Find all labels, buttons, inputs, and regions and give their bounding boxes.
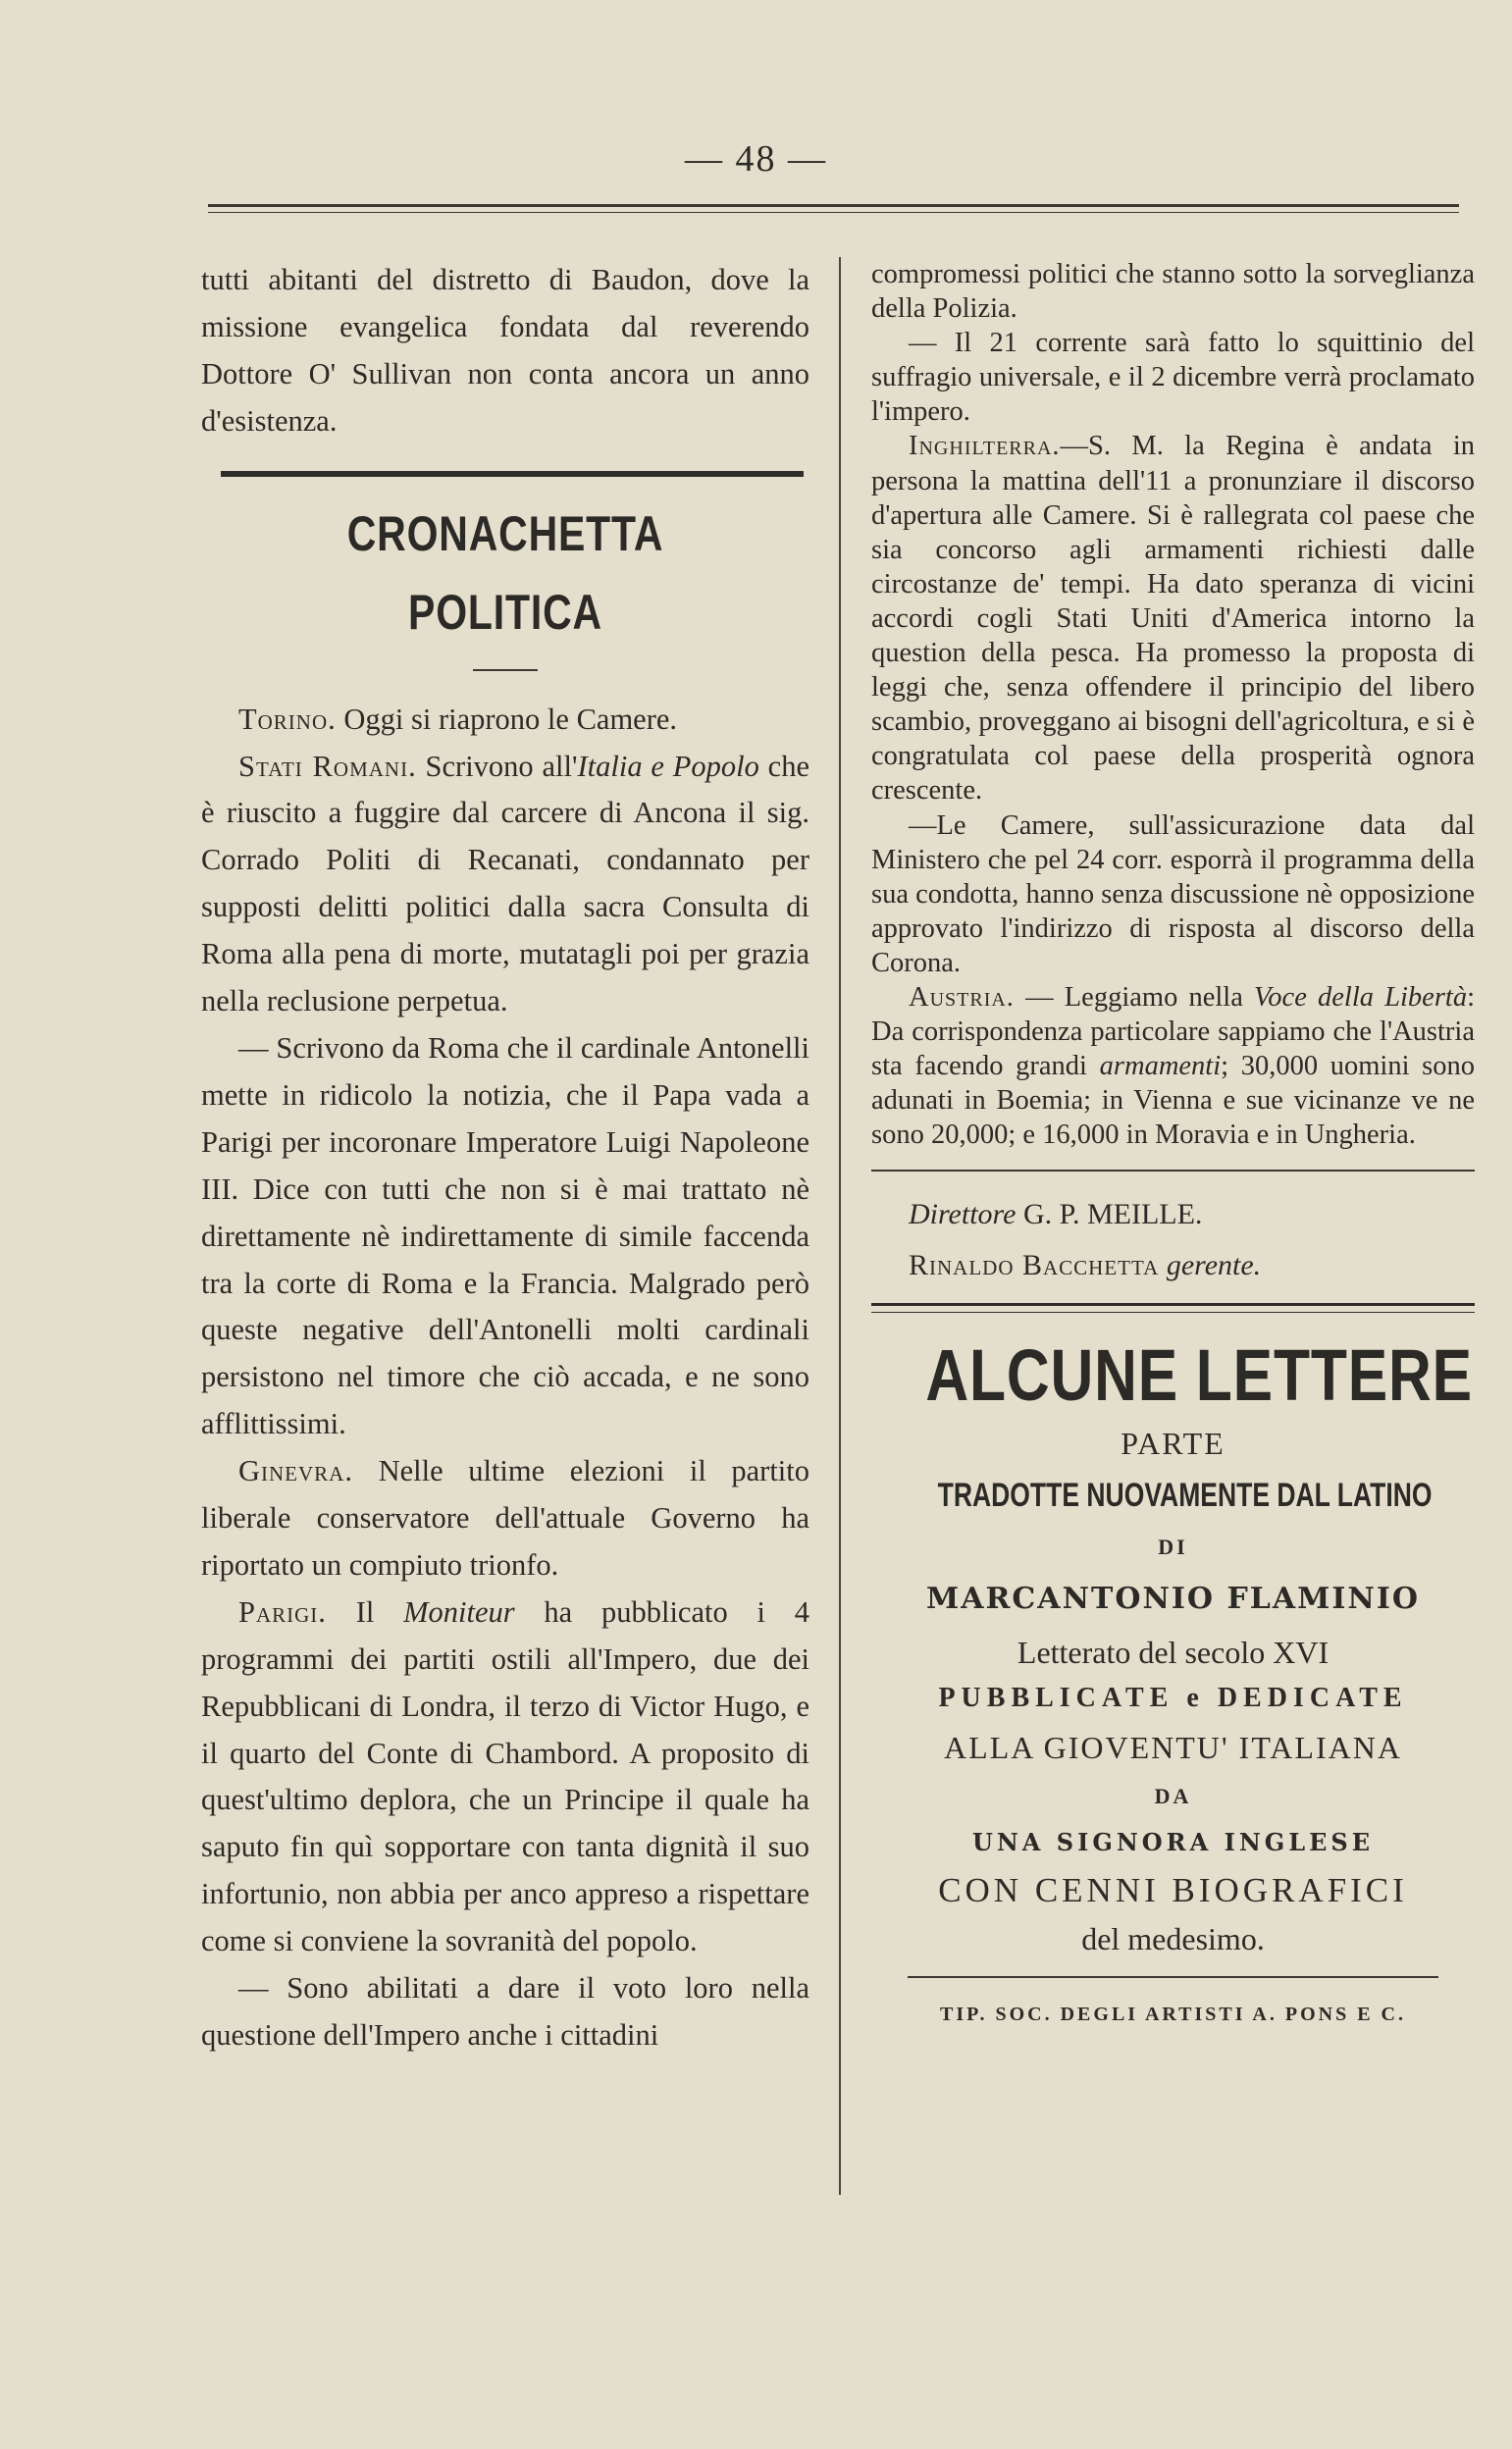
inghilterra-paragraph <box>871 429 1475 808</box>
moniteur: Moniteur <box>403 1594 515 1629</box>
austria-paragraph <box>871 980 1475 1152</box>
intro-paragraph: tutti abitanti del distretto di Baudon, dove la missione evangelica fondata dal reverendo Dottore O' Sullivan non conta ancora un anno d'esistenza. <box>201 263 809 438</box>
stati-romani-paragraph <box>201 744 809 1025</box>
ad-bottom-rule <box>908 1976 1438 1978</box>
ad-author: MARCANTONIO FLAMINIO <box>926 1582 1420 1617</box>
ad-di: DI <box>1158 1535 1188 1560</box>
signature-rule <box>871 1170 1475 1172</box>
gerente-line <box>871 1240 1475 1291</box>
austria-text-1: — Leggiamo nella <box>1025 981 1243 1013</box>
direttore-line <box>871 1189 1475 1240</box>
austria-label: Austria. <box>909 981 1015 1013</box>
right-column <box>871 257 1475 2031</box>
left-column <box>201 257 809 2059</box>
ginevra-label: Ginevra. <box>238 1454 353 1488</box>
ginevra-paragraph <box>201 1448 809 1589</box>
gerente-name: Rinaldo Bacchetta <box>909 1249 1160 1282</box>
short-rule <box>473 669 538 671</box>
italia-e-popolo: Italia e Popolo <box>577 749 759 783</box>
ad-parte: PARTE <box>1121 1426 1225 1462</box>
printer-line: TIP. SOC. DEGLI ARTISTI A. PONS E C. <box>939 2004 1406 2026</box>
inghilterra-text: —S. M. la Regina è andata in persona la mattina dell'11 a pronunziare il discorso d'apertura alle Camere. Si è rallegrata col paese che sia concorso agli armamenti richiesti dalle circostanze de' tempi. Ha dato speranza di vicini accordi cogli Stati Uniti d'America intorno la question della pesca. Ha promesso la proposta di leggi che, senza offendere il principio del libero scambio, proveggano ai bisogni dell'agricoltura, e si è congratulata col paese della prosperità ognora crescente. <box>871 431 1475 807</box>
ad-letterato: Letterato del secolo XVI <box>1017 1635 1330 1671</box>
torino-text: Oggi si riaprono le Camere. <box>343 702 678 736</box>
parigi-text-2: ha pubblicato i 4 programmi dei partiti ostili all'Impero, due dei Repubblicani di Londra, il terzo di Victor Hugo, e il quarto del Conte di Chambord. A proposito di quest'ultimo deplora, che un Principe il quale ha saputo fin quì sopportare con tanta dignità il suo infortunio, non abbia per anco appreso a rispettare come si conviene la sovranità del popolo. <box>201 1594 810 1958</box>
parigi-label: Parigi. <box>238 1594 327 1629</box>
ad-da: DA <box>1154 1784 1192 1809</box>
direttore-label: Direttore <box>909 1198 1017 1231</box>
page-number: — 48 — <box>685 138 827 180</box>
abilitati-paragraph: — Sono abilitati a dare il voto loro nella questione dell'Impero anche i cittadini <box>201 1971 809 2052</box>
voce-della-liberta: Voce della Libertà <box>1254 981 1468 1013</box>
roma-paragraph: — Scrivono da Roma che il cardinale Antonelli mette in ridicolo la notizia, che il Papa vada a Parigi per incoronare Imperatore Luigi Napoleone III. Dice con tutti che non si è mai trattato nè direttamente nè indirettamente di simile faccenda tra la corte di Roma e la Francia. Malgrado però queste negative dell'Antonelli molti cardinali persistono nel timore che ciò accada, e ne sono afflittissimi. <box>201 1030 809 1441</box>
inghilterra-label: Inghilterra. <box>909 431 1061 462</box>
ginevra-text: Nelle ultime elezioni il partito liberale conservatore dell'attuale Governo ha riportato un compiuto trionfo. <box>201 1454 809 1582</box>
stati-text-2: che è riuscito a fuggire dal carcere di Ancona il sig. Corrado Politi di Recanati, condannato per supposti delitti politici dalla sacra Consulta di Roma alla pena di morte, mutatagli poi per grazia nella reclusione perpetua. <box>201 749 809 1018</box>
top-rule <box>208 204 1459 213</box>
stati-text-1: Scrivono all' <box>425 749 578 783</box>
armamenti: armamenti <box>1099 1051 1222 1082</box>
column-divider <box>839 257 841 2195</box>
ad-pubblicate: PUBBLICATE e DEDICATE <box>938 1683 1408 1714</box>
austria-text-2: : Da corrispondenza particolare sappiamo che l'Austria sta facendo grandi <box>871 981 1476 1082</box>
section-rule <box>221 471 804 477</box>
advertisement <box>871 1330 1475 2031</box>
section-title: CRONACHETTA POLITICA <box>346 505 664 640</box>
continuation-paragraph: compromessi politici che stanno sotto la sorveglianza della Polizia. <box>871 259 1475 325</box>
ad-tradotte: TRADOTTE NUOVAMENTE DAL LATINO <box>937 1477 1433 1515</box>
ad-signora: UNA SIGNORA INGLESE <box>971 1828 1375 1857</box>
torino-label: Torino. <box>238 702 337 736</box>
ad-gioventu: ALLA GIOVENTU' ITALIANA <box>944 1730 1402 1766</box>
ad-title: ALCUNE LETTERE <box>925 1334 1473 1417</box>
gerente-label: gerente. <box>1166 1249 1262 1282</box>
direttore-name: G. P. MEILLE. <box>1022 1198 1203 1231</box>
camere-paragraph: —Le Camere, sull'assicurazione data dal Ministero che pel 24 corr. esporrà il programma della sua condotta, hanno senza discussione nè opposizione approvato l'indirizzo di risposta al discorso della Corona. <box>871 809 1475 978</box>
scrutinio-paragraph: — Il 21 corrente sarà fatto lo squittinio del suffragio universale, e il 2 dicembre verrà proclamato l'impero. <box>871 328 1475 428</box>
stati-romani-label: Stati Romani. <box>238 749 417 783</box>
ad-cenni: CON CENNI BIOGRAFICI <box>938 1871 1408 1910</box>
torino-paragraph <box>201 697 809 744</box>
ad-medesimo: del medesimo. <box>1081 1921 1265 1957</box>
parigi-text-1: Il <box>355 1594 375 1629</box>
advert-rule <box>871 1303 1475 1313</box>
parigi-paragraph <box>201 1589 809 1965</box>
austria-text-3: ; 30,000 uomini sono adunati in Boemia; in Vienna e sue vicinanze ve ne sono 20,000; e 16,000 in Moravia e in Ungheria. <box>871 1051 1475 1151</box>
